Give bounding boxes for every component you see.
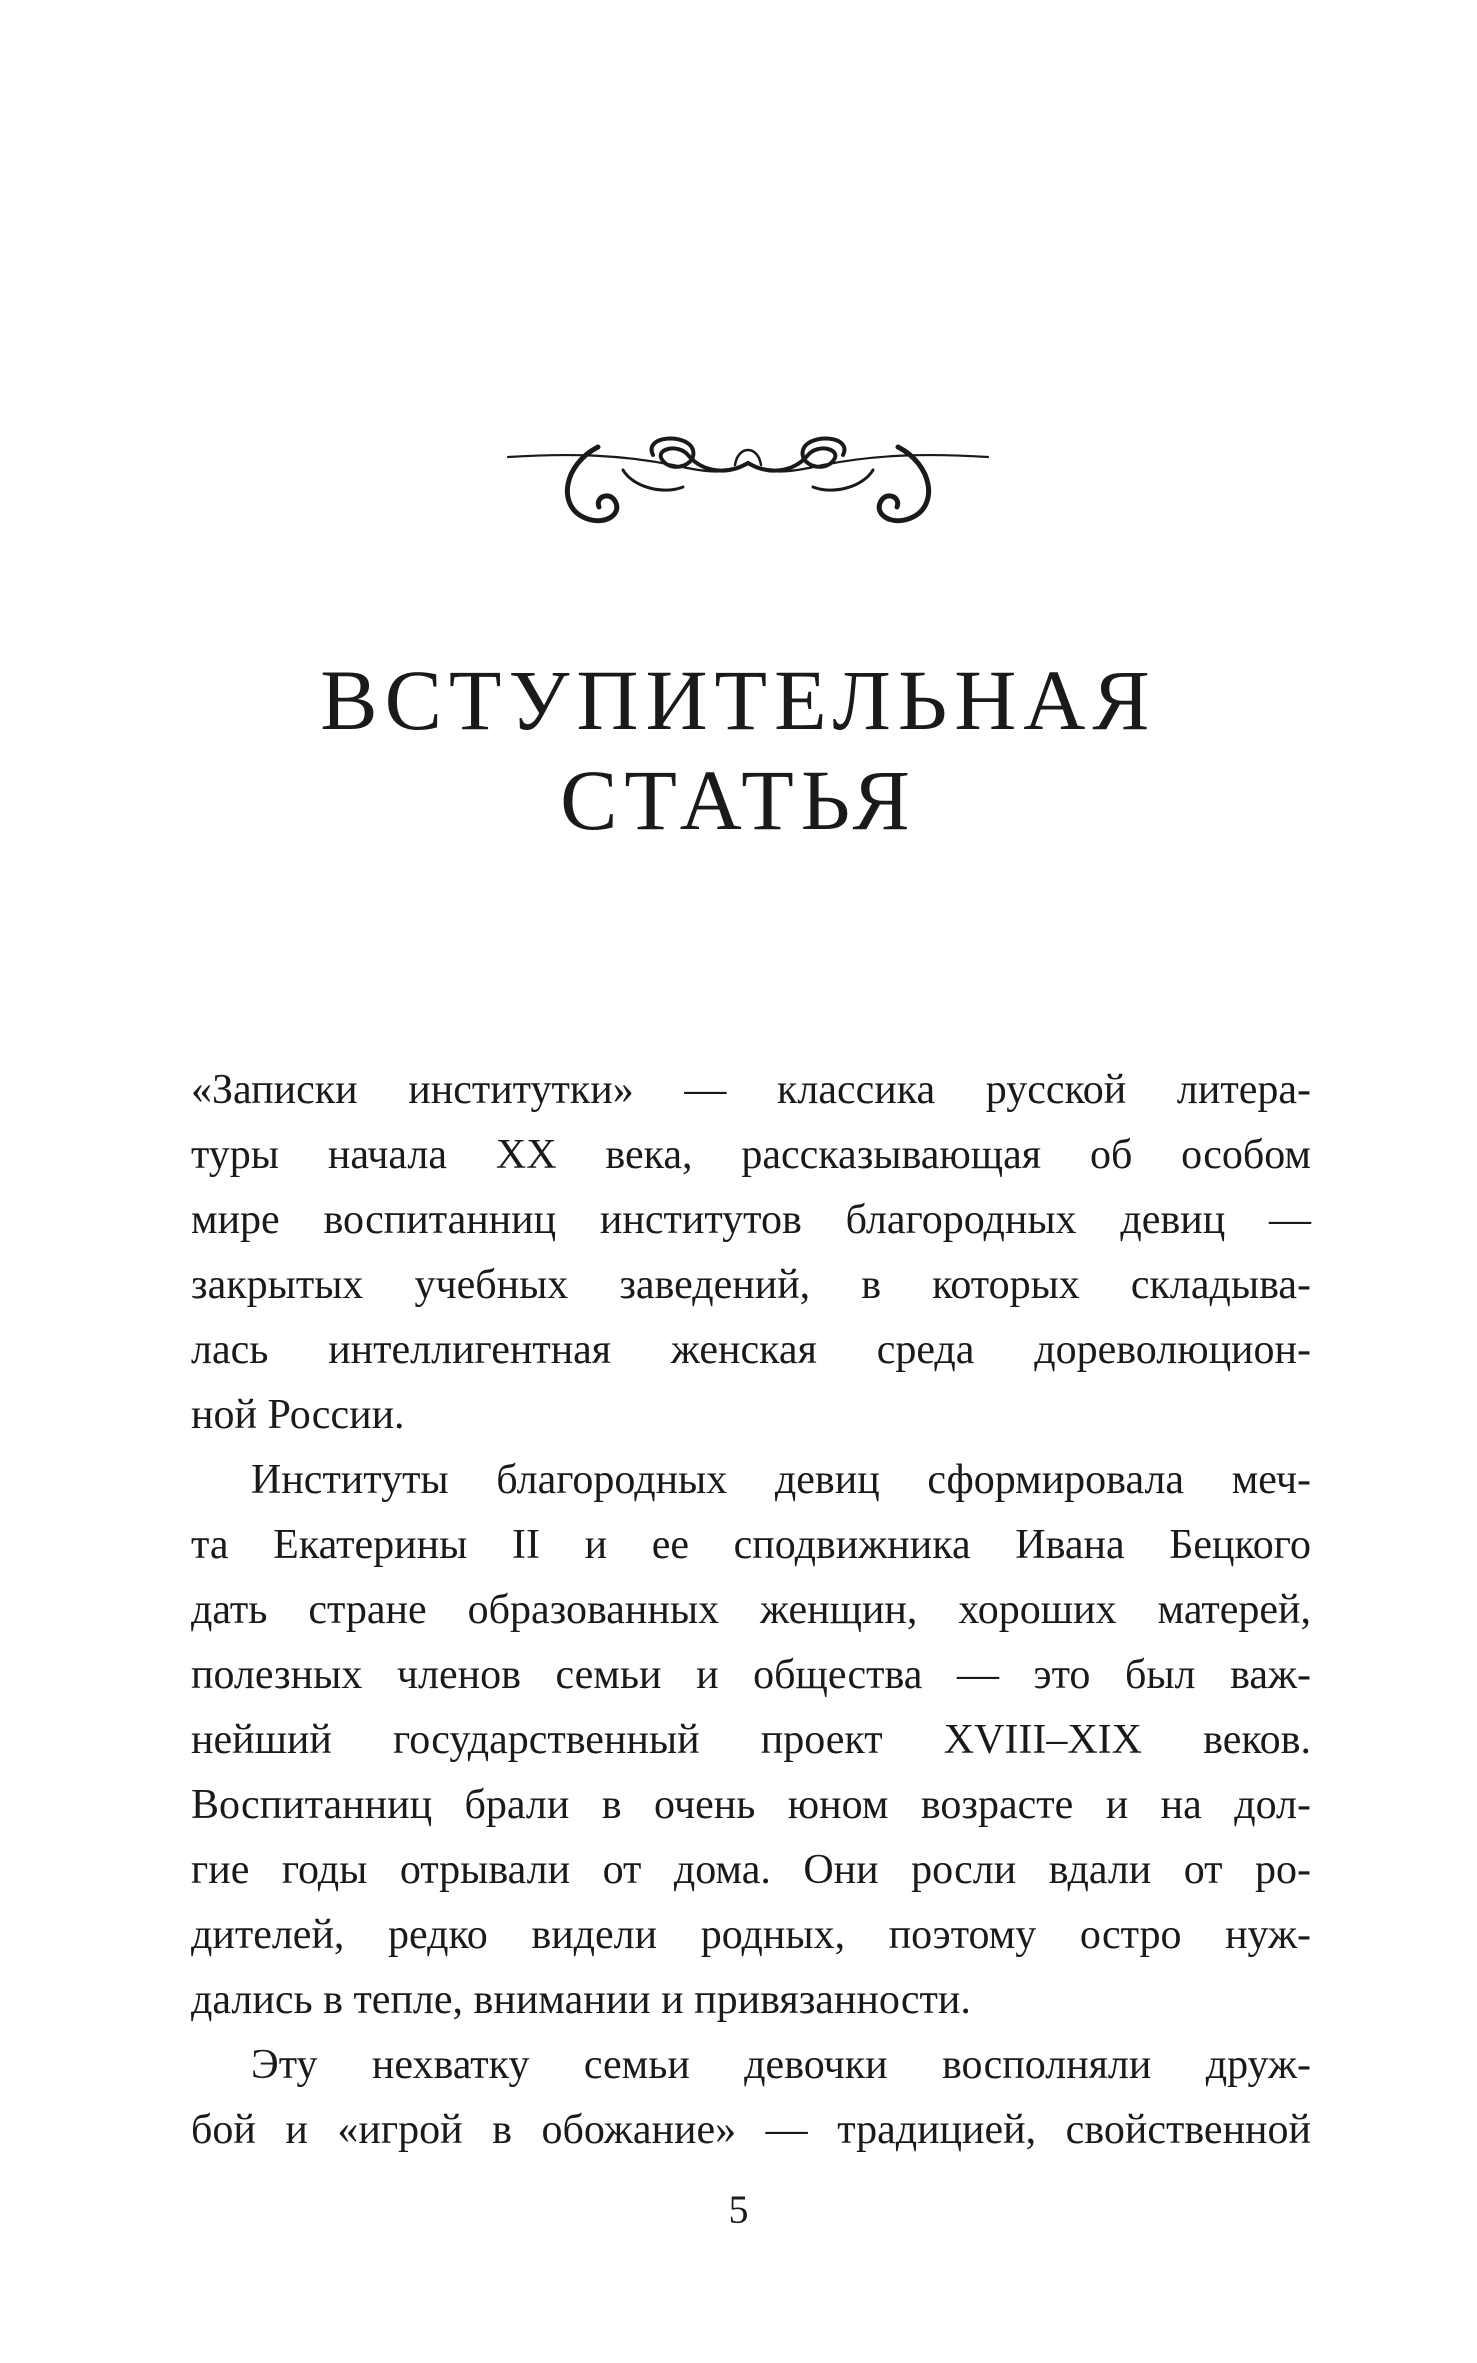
paragraph [191, 2033, 1311, 2163]
text-line: «Записки институтки» — классика русской литера- [191, 1067, 1311, 1113]
body-text [191, 1058, 1311, 2163]
text-line: дителей, редко видели родных, поэтому остро нуж- [191, 1912, 1311, 1958]
chapter-title-line-1: ВСТУПИТЕЛЬНАЯ [320, 652, 1157, 748]
text-line: закрытых учебных заведений, в которых складыва- [191, 1262, 1311, 1308]
text-line: лась интеллигентная женская среда дореволюцион- [191, 1327, 1311, 1373]
chapter-title-line-2: СТАТЬЯ [560, 752, 917, 848]
text-line: нейший государственный проект XVIII–XIX веков. [191, 1717, 1311, 1763]
paragraph [191, 1448, 1311, 2033]
page-number: 5 [728, 2187, 749, 2232]
text-line: ной России. [191, 1392, 405, 1438]
text-line: мире воспитанниц институтов благородных девиц — [191, 1197, 1311, 1243]
text-line: Воспитанниц брали в очень юном возрасте и на дол- [191, 1782, 1311, 1828]
text-line: Институты благородных девиц сформировала меч- [251, 1457, 1311, 1503]
text-line: бой и «игрой в обожание» — традицией, свойственной [191, 2107, 1311, 2153]
flourish-divider-icon [503, 425, 993, 535]
text-line: дались в тепле, внимании и привязанности. [191, 1977, 971, 2023]
text-line: гие годы отрывали от дома. Они росли вдали от ро- [191, 1847, 1311, 1893]
chapter-title [0, 650, 1477, 850]
paragraph [191, 1058, 1311, 1448]
text-line: туры начала XX века, рассказывающая об особом [191, 1132, 1311, 1178]
text-line: та Екатерины II и ее сподвижника Ивана Бецкого [191, 1522, 1311, 1568]
text-line: дать стране образованных женщин, хороших матерей, [191, 1587, 1311, 1633]
text-line: полезных членов семьи и общества — это был важ- [191, 1652, 1311, 1698]
text-line: Эту нехватку семьи девочки восполняли друж- [251, 2042, 1311, 2088]
